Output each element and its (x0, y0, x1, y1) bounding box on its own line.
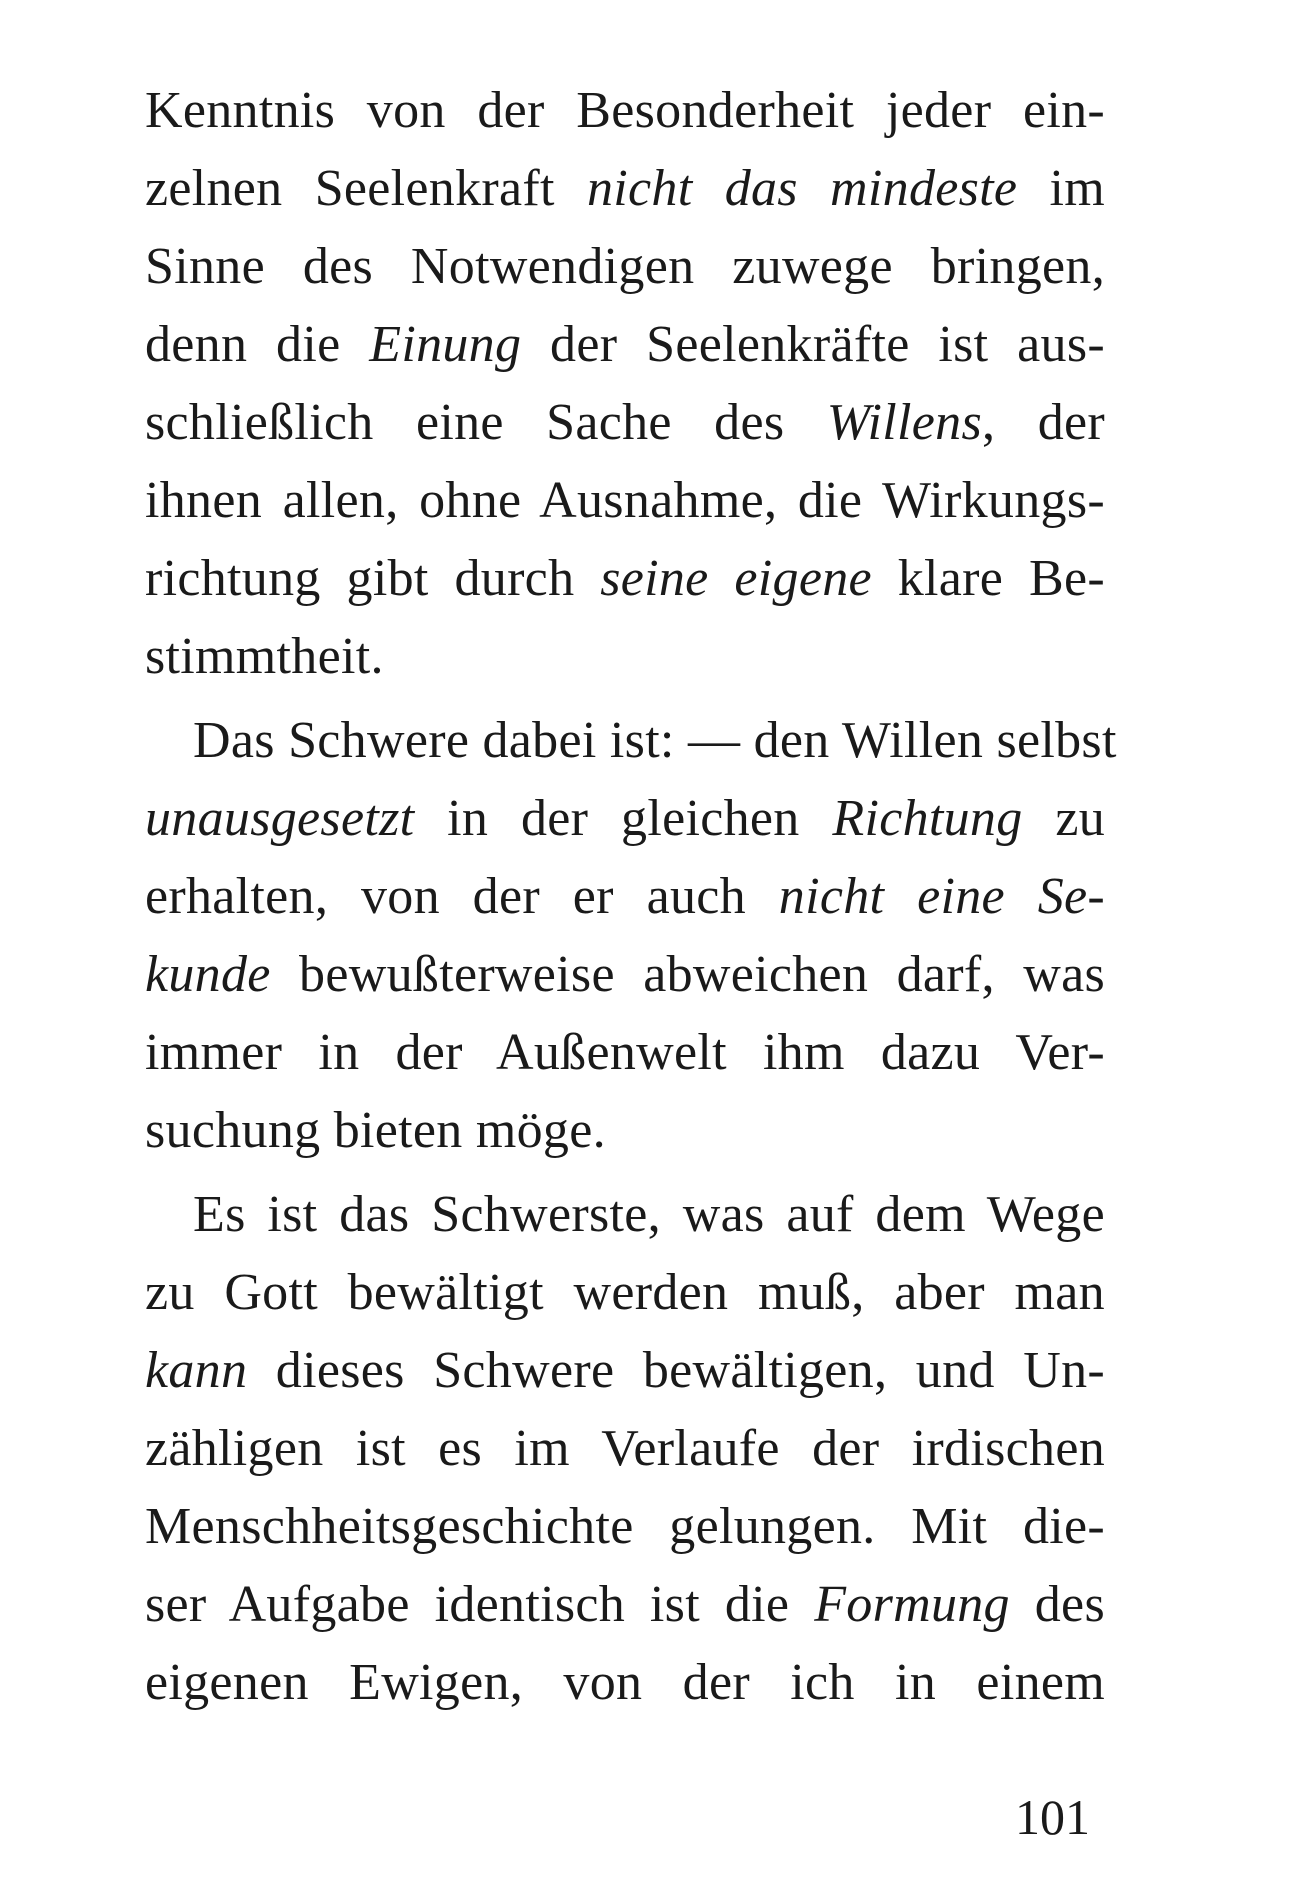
text-line (145, 540, 1105, 618)
text-segment: Das Schwere dabei ist: — den Willen selbst (193, 712, 1117, 769)
text-line (145, 306, 1105, 384)
text-segment: schließlich eine Sache des (145, 394, 827, 451)
text-line (145, 462, 1105, 540)
text-segment: Es ist das Schwerste, was auf dem Wege (193, 1186, 1105, 1243)
page-number: 101 (1015, 1789, 1090, 1845)
text-segment: zähligen ist es im Verlaufe der irdischen (145, 1420, 1105, 1477)
text-segment: Sinne des Notwendigen zuwege bringen, (145, 238, 1105, 295)
text-segment: ser Aufgabe identisch ist die (145, 1576, 815, 1633)
text-segment: stimmtheit. (145, 628, 384, 685)
text-segment: des (1009, 1576, 1105, 1633)
paragraph (145, 72, 1105, 696)
text-segment: im (1017, 160, 1106, 217)
text-line (145, 1332, 1105, 1410)
italic-emphasis: kunde (145, 946, 271, 1003)
text-line (145, 150, 1105, 228)
text-line (145, 1566, 1105, 1644)
text-line (145, 780, 1105, 858)
text-line (145, 228, 1105, 306)
text-segment: denn die (145, 316, 370, 373)
italic-emphasis: seine eigene (600, 550, 872, 607)
text-line (145, 1410, 1105, 1488)
text-line (145, 702, 1117, 780)
text-line (145, 618, 1105, 696)
italic-emphasis: unausgesetzt (145, 790, 415, 847)
text-line (145, 1176, 1105, 1254)
text-segment: der Seelenkräfte ist aus- (521, 316, 1105, 373)
italic-emphasis: kann (145, 1342, 248, 1399)
italic-emphasis: nicht das mindeste (587, 160, 1018, 217)
text-segment: immer in der Außenwelt ihm dazu Ver- (145, 1024, 1105, 1081)
text-line (145, 936, 1105, 1014)
text-segment: Kenntnis von der Besonderheit jeder ein- (145, 82, 1105, 139)
text-line (145, 72, 1105, 150)
italic-emphasis: Einung (369, 316, 522, 373)
paragraph (145, 702, 1117, 1170)
text-line (145, 1644, 1105, 1722)
text-segment: Menschheitsgeschichte gelungen. Mit die- (145, 1498, 1105, 1555)
text-segment: bewußterweise abweichen darf, was (270, 946, 1105, 1003)
text-segment: , der (982, 394, 1105, 451)
text-segment: suchung bieten möge. (145, 1102, 606, 1159)
text-segment: zelnen Seelenkraft (145, 160, 587, 217)
italic-emphasis: Richtung (832, 790, 1023, 847)
italic-emphasis: Willens (826, 394, 983, 451)
text-line (145, 1254, 1105, 1332)
text-line (145, 1092, 1105, 1170)
text-line (145, 858, 1105, 936)
text-segment: dieses Schwere bewältigen, und Un- (247, 1342, 1105, 1399)
text-segment: klare Be- (871, 550, 1105, 607)
text-segment: eigenen Ewigen, von der ich in einem (145, 1654, 1105, 1711)
text-line (145, 384, 1105, 462)
body-text (145, 72, 1117, 1722)
text-line (145, 1014, 1105, 1092)
text-segment: ihnen allen, ohne Ausnahme, die Wirkungs- (145, 472, 1105, 529)
italic-emphasis: Formung (814, 1576, 1010, 1633)
text-segment: zu (1022, 790, 1105, 847)
italic-emphasis: nicht eine Se- (778, 868, 1105, 925)
text-segment: in der gleichen (414, 790, 833, 847)
text-segment: erhalten, von der er auch (145, 868, 779, 925)
paragraph (145, 1176, 1105, 1722)
text-segment: richtung gibt durch (145, 550, 601, 607)
text-segment: zu Gott bewältigt werden muß, aber man (145, 1264, 1105, 1321)
text-line (145, 1488, 1105, 1566)
